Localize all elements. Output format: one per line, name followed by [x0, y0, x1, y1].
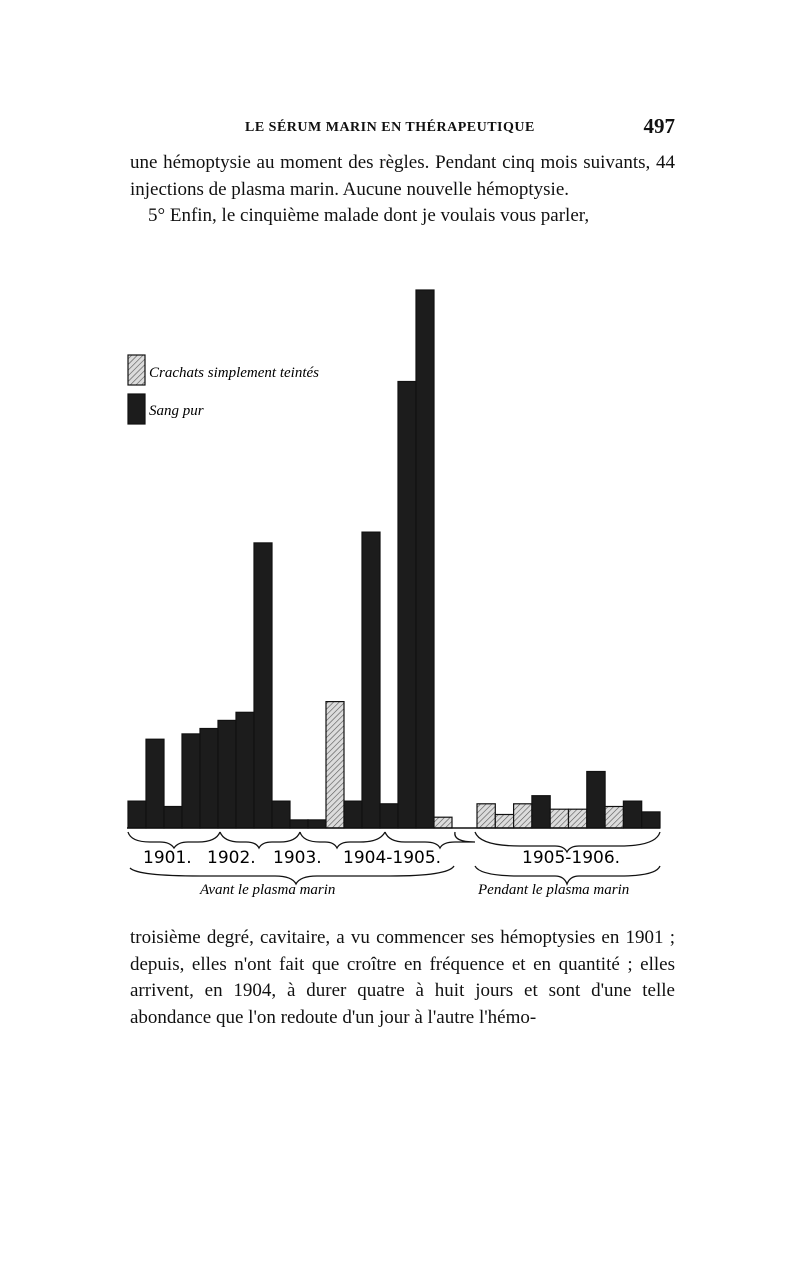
- period-label-1904-1905: 1904-1905.: [343, 848, 442, 868]
- period-label-1905-1906: 1905-1906.: [522, 848, 621, 868]
- bar-sang_pur-0-12: [344, 801, 362, 828]
- legend-swatch-crachats: [128, 355, 145, 385]
- running-title: LE SÉRUM MARIN EN THÉRAPEUTIQUE: [245, 120, 535, 135]
- bar-sang_pur-0-16: [416, 290, 434, 828]
- bar-crachats-1-1: [495, 815, 513, 829]
- bar-crachats-1-4: [550, 809, 568, 828]
- bar-sang_pur-0-8: [272, 801, 290, 828]
- group-label-avant: Avant le plasma marin: [200, 882, 336, 898]
- legend-swatch-sang-pur: [128, 394, 145, 424]
- group-label-pendant: Pendant le plasma marin: [478, 882, 630, 898]
- bar-sang_pur-0-2: [164, 807, 182, 829]
- legend-label-crachats: Crachats simplement teintés: [149, 365, 319, 381]
- bar-sang_pur-1-6: [587, 772, 605, 829]
- bar-sang_pur-0-4: [200, 729, 218, 829]
- bar-crachats-0-11: [326, 702, 344, 828]
- bar-crachats-1-2: [514, 804, 532, 828]
- legend-label-sang-pur: Sang pur: [149, 403, 204, 419]
- bar-sang_pur-0-6: [236, 712, 254, 828]
- bar-sang_pur-0-14: [380, 804, 398, 828]
- bar-sang_pur-0-15: [398, 382, 416, 829]
- bar-sang_pur-0-9: [290, 820, 308, 828]
- bar-sang_pur-1-9: [642, 812, 660, 828]
- bar-sang_pur-0-13: [362, 532, 380, 828]
- bar-sang_pur-0-3: [182, 734, 200, 828]
- text-block-bottom: [130, 925, 675, 1031]
- bar-sang_pur-0-0: [128, 801, 146, 828]
- bar-crachats-1-5: [569, 809, 587, 828]
- bar-sang_pur-0-1: [146, 739, 164, 828]
- bar-sang_pur-1-8: [623, 801, 641, 828]
- period-braces: [128, 832, 475, 848]
- bar-sang_pur-0-7: [254, 543, 272, 828]
- bar-crachats-1-7: [605, 807, 623, 829]
- paragraph: troisième degré, cavitaire, a vu commencer ses hémoptysies en 1901 ; depuis, elles n'ont fait que croître en fréquence et en quantité ; elles arrivent, en 1904, à durer quatre à huit jours et sont d'une telle abondance que l'on redoute d'un jour à l'autre l'hémo-: [130, 927, 675, 1028]
- page-number: 497: [643, 114, 675, 138]
- paragraph: 5° Enfin, le cinquième malade dont je voulais vous parler,: [148, 205, 590, 226]
- legend: [128, 355, 319, 424]
- period-label-1901: 1901.: [143, 848, 192, 868]
- paragraph: une hémoptysie au moment des règles. Pendant cinq mois suivants, 44 injections de plasma marin. Aucune nouvelle hémoptysie.: [130, 152, 675, 200]
- period-label-1902: 1902.: [207, 848, 256, 868]
- bar-crachats-0-17: [434, 817, 452, 828]
- bar-sang_pur-1-3: [532, 796, 550, 828]
- bar-sang_pur-0-5: [218, 720, 236, 828]
- bar-sang_pur-0-10: [308, 820, 326, 828]
- bar-crachats-1-0: [477, 804, 495, 828]
- period-label-1903: 1903.: [273, 848, 322, 868]
